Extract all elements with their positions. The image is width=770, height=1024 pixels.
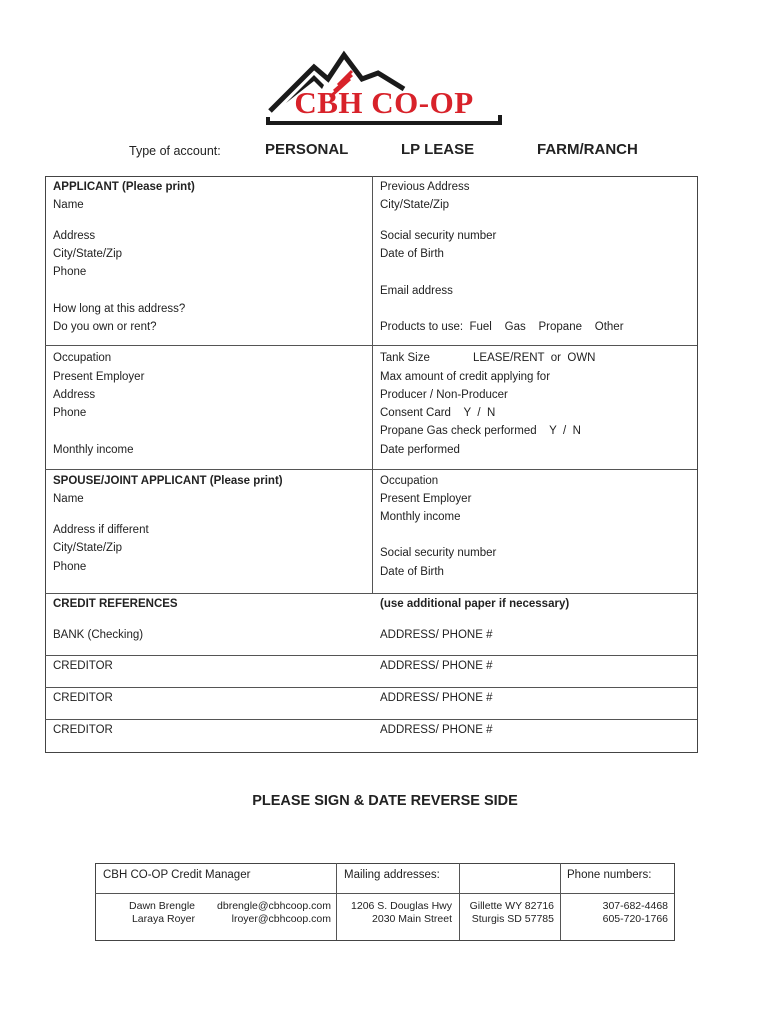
spouse-occupation-field[interactable]: Occupation bbox=[380, 475, 439, 487]
contact-name: Dawn Brengle bbox=[129, 900, 195, 912]
spouse-income-field[interactable]: Monthly income bbox=[380, 511, 461, 523]
creditor-field[interactable]: CREDITOR bbox=[53, 724, 113, 736]
employer-field[interactable]: Present Employer bbox=[53, 371, 145, 383]
bank-reference-field[interactable]: BANK (Checking) bbox=[53, 629, 144, 641]
contact-divider bbox=[336, 863, 337, 940]
mailing-addresses-title: Mailing addresses: bbox=[344, 869, 440, 881]
applicant-phone-field[interactable]: Phone bbox=[53, 266, 87, 278]
additional-paper-note: (use additional paper if necessary) bbox=[380, 598, 570, 610]
tank-size-field[interactable]: Tank Size bbox=[380, 352, 430, 364]
sign-reverse-notice: PLEASE SIGN & DATE REVERSE SIDE bbox=[252, 793, 518, 809]
own-rent-field[interactable]: Do you own or rent? bbox=[53, 321, 157, 333]
date-performed-field[interactable]: Date performed bbox=[380, 444, 460, 456]
credit-manager-title: CBH CO-OP Credit Manager bbox=[103, 869, 251, 881]
account-option-lp-lease[interactable]: LP LEASE bbox=[401, 141, 475, 158]
spouse-phone-field[interactable]: Phone bbox=[53, 561, 87, 573]
creditor-field[interactable]: CREDITOR bbox=[53, 660, 113, 672]
ssn-field[interactable]: Social security number bbox=[380, 230, 497, 242]
lease-rent-own-options[interactable]: LEASE/RENT or OWN bbox=[473, 352, 596, 364]
contact-divider bbox=[459, 863, 460, 940]
account-option-farm-ranch[interactable]: FARM/RANCH bbox=[537, 141, 638, 158]
mailing-city: Gillette WY 82716 bbox=[469, 900, 554, 912]
cbh-coop-logo bbox=[266, 45, 502, 125]
phone-numbers-title: Phone numbers: bbox=[567, 869, 652, 881]
reference-divider bbox=[45, 687, 697, 688]
employer-phone-field[interactable]: Phone bbox=[53, 407, 87, 419]
column-divider bbox=[372, 176, 373, 594]
contact-name: Laraya Royer bbox=[131, 913, 195, 925]
section-divider bbox=[45, 345, 697, 346]
mailing-street: 2030 Main Street bbox=[372, 913, 452, 925]
monthly-income-field[interactable]: Monthly income bbox=[53, 444, 134, 456]
credit-amount-field[interactable]: Max amount of credit applying for bbox=[380, 371, 551, 383]
applicant-name-field[interactable]: Name bbox=[53, 199, 84, 211]
section-divider bbox=[45, 469, 697, 470]
credit-references-header: CREDIT REFERENCES bbox=[53, 598, 178, 610]
creditor-address-field[interactable]: ADDRESS/ PHONE # bbox=[380, 724, 493, 736]
applicant-address-field[interactable]: Address bbox=[53, 230, 96, 242]
products-field[interactable]: Products to use: Fuel Gas Propane Other bbox=[380, 321, 624, 333]
spouse-name-field[interactable]: Name bbox=[53, 493, 84, 505]
spouse-dob-field[interactable]: Date of Birth bbox=[380, 566, 444, 578]
phone-number: 605-720-1766 bbox=[602, 913, 668, 925]
logo-text: CBH CO-OP bbox=[294, 85, 474, 120]
creditor-address-field[interactable]: ADDRESS/ PHONE # bbox=[380, 692, 493, 704]
previous-city-field[interactable]: City/State/Zip bbox=[380, 199, 450, 211]
applicant-header: APPLICANT (Please print) bbox=[53, 181, 195, 193]
creditor-address-field[interactable]: ADDRESS/ PHONE # bbox=[380, 660, 493, 672]
how-long-field[interactable]: How long at this address? bbox=[53, 303, 186, 315]
mailing-street: 1206 S. Douglas Hwy bbox=[351, 900, 452, 912]
contact-divider bbox=[560, 863, 561, 940]
occupation-field[interactable]: Occupation bbox=[53, 352, 112, 364]
contact-email[interactable]: lroyer@cbhcoop.com bbox=[231, 913, 331, 925]
email-field[interactable]: Email address bbox=[380, 285, 453, 297]
phone-number: 307-682-4468 bbox=[602, 900, 668, 912]
mailing-city: Sturgis SD 57785 bbox=[471, 913, 554, 925]
previous-address-field[interactable]: Previous Address bbox=[380, 181, 470, 193]
account-option-personal[interactable]: PERSONAL bbox=[265, 141, 349, 158]
contact-header-divider bbox=[95, 893, 674, 894]
spouse-header: SPOUSE/JOINT APPLICANT (Please print) bbox=[53, 475, 283, 487]
dob-field[interactable]: Date of Birth bbox=[380, 248, 444, 260]
spouse-address-field[interactable]: Address if different bbox=[53, 524, 149, 536]
contact-email[interactable]: dbrengle@cbhcoop.com bbox=[217, 900, 331, 912]
spouse-ssn-field[interactable]: Social security number bbox=[380, 547, 497, 559]
section-divider bbox=[45, 593, 697, 594]
reference-divider bbox=[45, 655, 697, 656]
spouse-city-field[interactable]: City/State/Zip bbox=[53, 542, 123, 554]
producer-field[interactable]: Producer / Non-Producer bbox=[380, 389, 508, 401]
account-type-label: Type of account: bbox=[129, 144, 221, 158]
employer-address-field[interactable]: Address bbox=[53, 389, 96, 401]
spouse-employer-field[interactable]: Present Employer bbox=[380, 493, 472, 505]
propane-check-field[interactable]: Propane Gas check performed Y / N bbox=[380, 425, 581, 437]
applicant-city-field[interactable]: City/State/Zip bbox=[53, 248, 123, 260]
consent-card-field[interactable]: Consent Card Y / N bbox=[380, 407, 496, 419]
creditor-field[interactable]: CREDITOR bbox=[53, 692, 113, 704]
bank-address-field[interactable]: ADDRESS/ PHONE # bbox=[380, 629, 493, 641]
reference-divider bbox=[45, 719, 697, 720]
